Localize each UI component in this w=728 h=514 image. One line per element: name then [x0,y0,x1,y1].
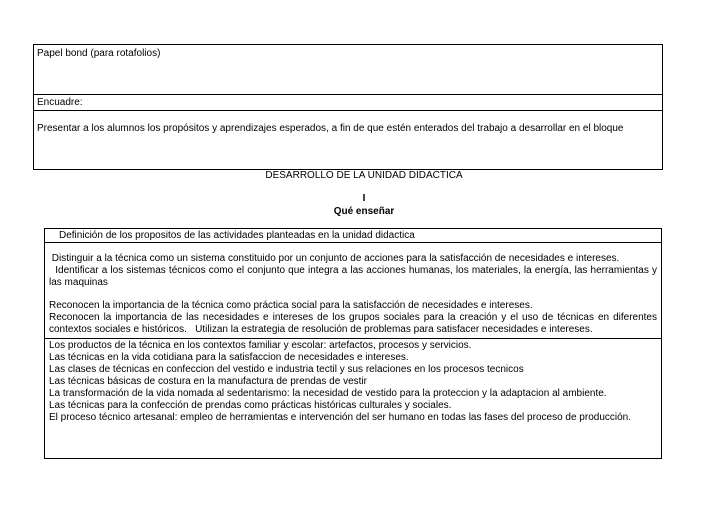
purpose-text-1: Distinguir a la técnica como un sistema constituido por un conjunto de acciones para la satisfacción de necesidades e intereses. [49,253,620,264]
materials-text: Papel bond (para rotafolios) [37,48,161,59]
content-line: El proceso técnico artesanal: empleo de herramientas e intervención del ser humano en todas las fases del proceso de producción. [49,412,632,423]
section-subtitle: Qué enseñar [333,206,395,217]
section-roman: I [362,193,366,204]
content-header-row [44,228,662,243]
content-header: Definición de los propositos de las actividades planteadas en la unidad didactica [59,230,415,241]
content-line: Las técnicas para la confección de prendas como prácticas históricas culturales y sociales. [49,400,452,411]
content-line: La transformación de la vida nomada al sedentarismo: la necesidad de vestido para la proteccion y la adaptacion al ambiente. [49,388,607,399]
content-line: Las técnicas en la vida cotidiana para la satisfaccion de necesidades e intereses. [49,352,409,363]
encuadre-label-row [33,94,663,111]
purposes-row [44,242,662,338]
encuadre-text: Presentar a los alumnos los propósitos y aprendizajes esperados, a fin de que estén enterados del trabajo a desarrollar en el bloque [37,123,624,134]
content-line: Las técnicas básicas de costura en la manufactura de prendas de vestir [49,376,367,387]
materials-row [33,44,663,95]
section-title: DESARROLLO DE LA UNIDAD DIDACTICA [265,170,463,181]
contents-row [44,338,662,459]
content-line: Los productos de la técnica en los contextos familiar y escolar: artefactos, procesos y servicios. [49,340,472,351]
purpose-text-2: Identificar a los sistemas técnicos como el conjunto que integra a las acciones humanas, los materiales, la energía, las herramientas y las maquinas [49,265,660,288]
expected-text-2: Reconocen la importancia de las necesidades e intereses de los grupos sociales para la creación y el uso de técnicas en diferentes contextos sociales e históricos. Utilizan la estrategia de resolución de problemas para satisfacer necesidades e intereses. [49,312,660,335]
expected-text-1: Reconocen la importancia de la técnica como práctica social para la satisfacción de necesidades e intereses. [49,300,533,311]
encuadre-label: Encuadre: [37,97,83,108]
encuadre-text-row [33,110,663,170]
content-line: Las clases de técnicas en confeccion del vestido e industria tectil y sus relaciones en los procesos tecnicos [49,364,524,375]
